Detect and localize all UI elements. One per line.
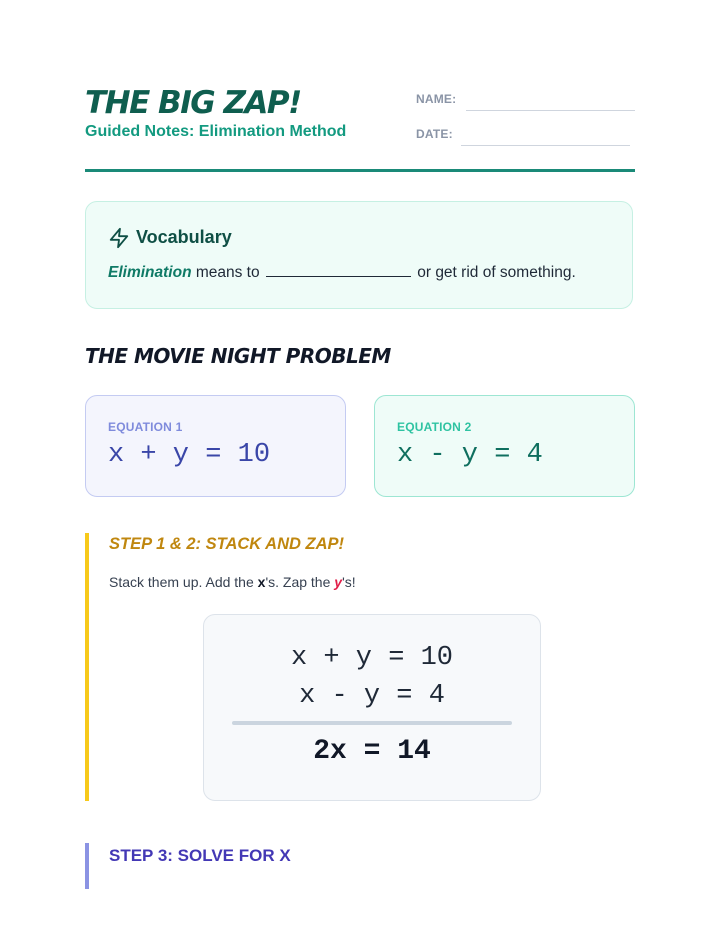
y-variable: y	[334, 574, 343, 590]
equation-1-label: EQUATION 1	[108, 420, 183, 434]
vocabulary-title: Vocabulary	[136, 227, 232, 247]
instruction-text-1: Stack them up. Add the	[109, 574, 258, 590]
sum-rule	[232, 721, 512, 725]
step-1-2-accent-bar	[85, 533, 89, 801]
date-input-line[interactable]	[461, 145, 630, 146]
instruction-text-3: 's!	[342, 574, 356, 590]
definition-blank[interactable]	[266, 264, 411, 277]
equation-1-card	[85, 395, 346, 497]
header-divider	[85, 169, 635, 172]
worksheet-header	[85, 84, 635, 174]
date-label: DATE:	[416, 127, 453, 141]
x-variable: x	[257, 574, 266, 590]
stacked-equation-1: x + y = 10	[290, 643, 454, 673]
step-3-title: STEP 3: SOLVE FOR X	[109, 846, 291, 865]
equation-2-card	[374, 395, 635, 497]
sum-result: 2x = 14	[313, 736, 431, 767]
stacked-equations-box	[203, 614, 541, 801]
stacked-equation-2: x - y = 4	[299, 681, 445, 711]
vocabulary-card	[85, 201, 633, 309]
instruction-text-2: 's. Zap the	[265, 574, 335, 590]
step-3-accent-bar	[85, 843, 89, 889]
vocabulary-definition	[108, 264, 576, 282]
step-1-2-instructions	[109, 574, 356, 590]
worksheet-title: THE BIG ZAP!	[85, 85, 301, 121]
step-1-2-title: STEP 1 & 2: STACK AND ZAP!	[109, 535, 344, 553]
name-input-line[interactable]	[466, 110, 635, 111]
definition-text-after: or get rid of something.	[412, 264, 576, 281]
name-label: NAME:	[416, 92, 457, 106]
vocabulary-term: Elimination	[108, 264, 192, 281]
equation-1-expression: x + y = 10	[108, 440, 271, 470]
lightning-bolt-icon	[108, 226, 130, 250]
definition-text-before: means to	[191, 264, 264, 281]
equation-2-expression: x - y = 4	[397, 440, 543, 470]
worksheet-subtitle: Guided Notes: Elimination Method	[85, 123, 347, 140]
problem-title: THE MOVIE NIGHT PROBLEM	[85, 344, 391, 368]
equation-2-label: EQUATION 2	[397, 420, 472, 434]
